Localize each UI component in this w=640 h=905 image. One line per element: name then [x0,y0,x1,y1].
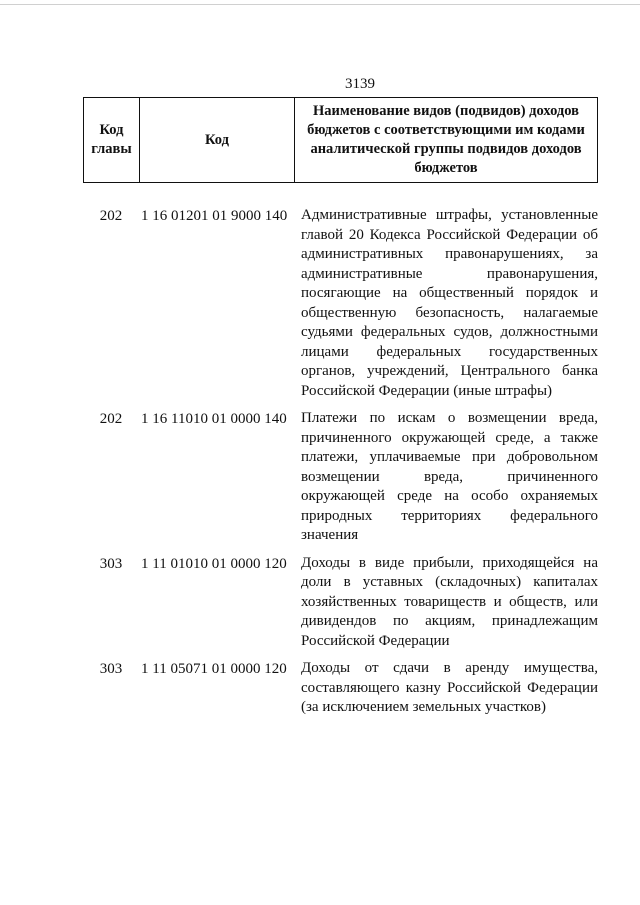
name-cell: Доходы в виде прибыли, приходящейся на доли в уставных (складочных) капиталах хозяйственных товариществ и обществ, или дивидендов по акциям, принадлежащим Российской Федерации [301,554,598,649]
header-name-line: бюджетов с соответствующими им кодами [307,122,585,138]
code-cell: 1 16 01201 01 9000 140 [141,208,288,224]
table-row [83,409,598,546]
header-chapter-code [84,98,140,182]
page-number: 3139 [345,76,375,92]
code-cell: 1 16 11010 01 0000 140 [141,411,287,427]
chapter-code-cell: 303 [99,555,123,572]
header-name-line: аналитической группы подвидов доходов [310,141,582,157]
table-header [83,97,598,183]
chapter-code-cell: 202 [99,411,123,427]
header-chapter-code-line: Код [99,122,124,138]
scan-edge-line [0,0,640,5]
name-cell: Административные штрафы, установленные главой 20 Кодекса Российской Федерации об административных правонарушениях, за административные правонарушения, посягающие на общественный порядок и общественную безопасность, налагаемые судьями федеральных судов, должностными лицами федеральных государственных органов, учреждений, Центрального банка Российской Федерации (иные штрафы) [301,207,598,399]
table-row [83,659,598,718]
header-name-line: Наименование видов (подвидов) доходов [312,103,579,119]
table-row [83,554,598,652]
table-row [83,206,598,401]
name-cell: Платежи по искам о возмещении вреда, причиненного окружающей среде, а также платежи, уплачиваемые при добровольном возмещении вреда, причиненного окружающей среде на особо охраняемых природных территориях федерального значения [301,410,598,543]
name-cell: Доходы от сдачи в аренду имущества, составляющего казну Российской Федерации (за исключением земельных участков) [301,660,598,715]
header-chapter-code-line: главы [91,141,132,157]
code-cell: 1 11 01010 01 0000 120 [141,555,287,572]
chapter-code-cell: 303 [99,661,123,677]
header-code [140,98,295,182]
header-code-label: Код [205,131,229,148]
header-name-line: бюджетов [414,160,478,176]
header-name [295,98,597,182]
table-body [83,206,598,726]
chapter-code-cell: 202 [99,208,123,224]
code-cell: 1 11 05071 01 0000 120 [141,661,287,677]
